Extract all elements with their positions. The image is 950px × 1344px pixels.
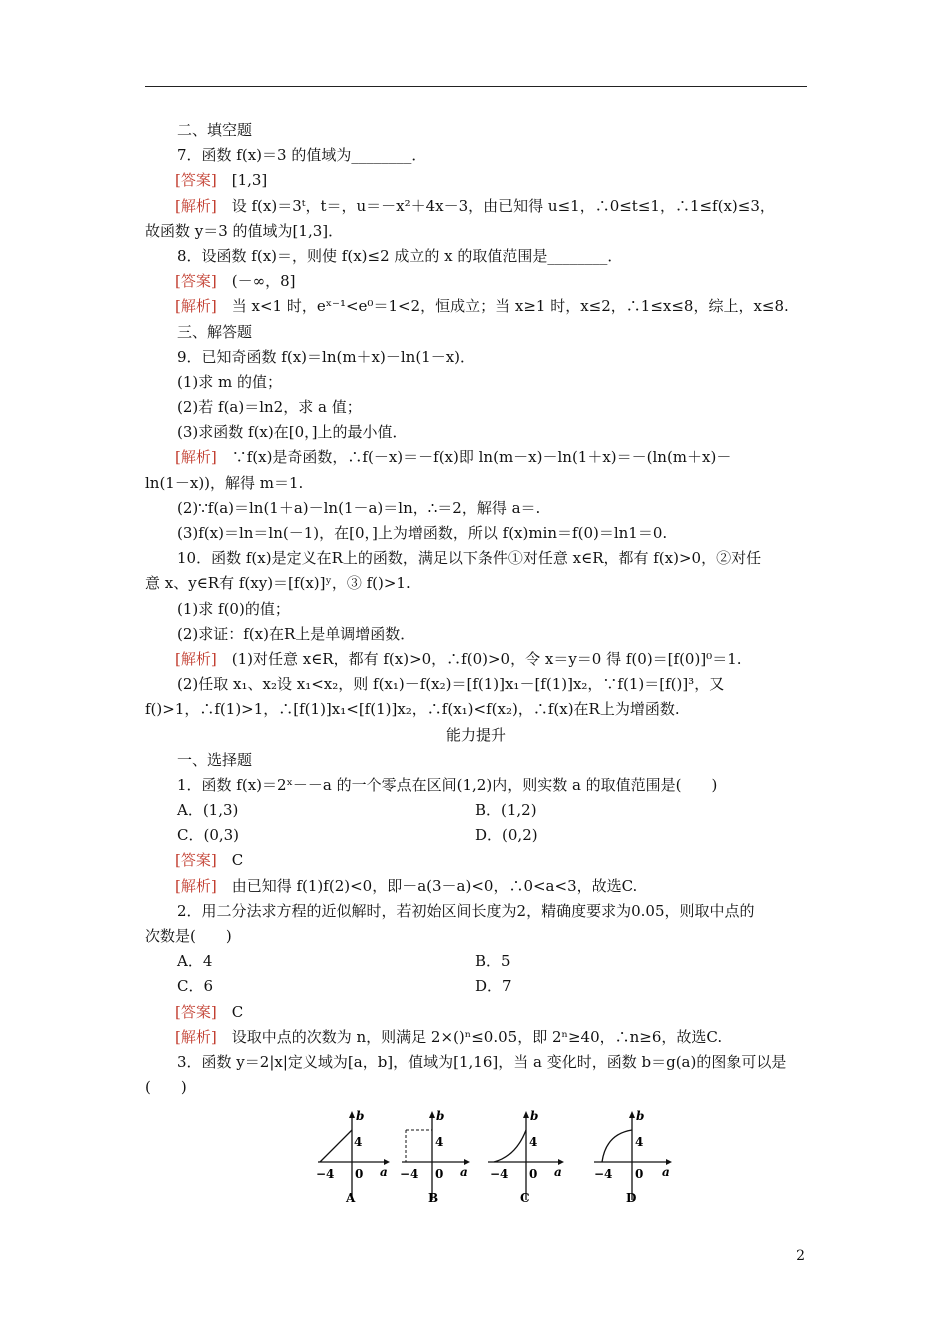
answer-graphs — [310, 1108, 682, 1208]
line-text: (1)求 m 的值； — [177, 372, 283, 391]
text-line — [145, 269, 807, 294]
text-line — [145, 571, 807, 596]
line-text: 故函数 y＝3 的值域为[1,3]． — [145, 221, 344, 240]
text-line — [145, 143, 807, 168]
text-line — [145, 1075, 807, 1100]
text-line — [145, 118, 807, 143]
graph-d-label: D — [626, 1191, 637, 1205]
document-body — [145, 118, 807, 1100]
line-text: 2．用二分法求方程的近似解时，若初始区间长度为2，精确度要求为0.05，则取中点的 — [177, 901, 755, 920]
text-line — [145, 445, 807, 470]
graph-c-four: 4 — [529, 1135, 538, 1149]
text-line — [145, 899, 807, 924]
graph-a-b: b — [356, 1109, 365, 1123]
text-line — [145, 647, 807, 672]
line-text: 二、填空题 — [177, 121, 253, 139]
line-text: ( ) — [145, 1078, 187, 1097]
answer-tag: [解析] — [175, 448, 217, 467]
line-text: 设取中点的次数为 n，则满足 2×()ⁿ≤0.05，即 2ⁿ≥40，∴n≥6，故选C. — [216, 1027, 723, 1046]
line-text: C — [216, 851, 244, 870]
text-line — [145, 194, 807, 219]
line-text: 由已知得 f(1)f(2)<0，即－a(3－a)<0，∴0<a<3，故选C. — [216, 876, 638, 895]
line-text: (2)求证：f(x)在R上是单调增函数． — [177, 624, 416, 643]
graph-d-a: a — [662, 1165, 670, 1179]
text-line — [145, 848, 807, 873]
option-left: C．6 — [177, 977, 214, 996]
text-line — [145, 345, 807, 370]
text-line — [145, 219, 807, 244]
answer-tag: [解析] — [175, 649, 217, 668]
line-text: ∵f(x)是奇函数，∴f(－x)＝－f(x)即 ln(m－x)－ln(1＋x)＝－(ln(m＋x)－ — [216, 448, 732, 467]
text-line — [145, 1025, 807, 1050]
text-line — [145, 370, 807, 395]
line-text: 1．函数 f(x)＝2ˣ－－a 的一个零点在区间(1,2)内，则实数 a 的取值范围是( ) — [177, 775, 718, 794]
text-line — [145, 521, 807, 546]
text-line — [145, 320, 807, 345]
answer-tag: [答案] — [175, 171, 217, 190]
graph-c-label: C — [520, 1191, 530, 1205]
answer-tag: [解析] — [175, 876, 217, 895]
line-text: 意 x、y∈R有 f(xy)＝[f(x)]ʸ，③ f()>1. — [145, 574, 411, 593]
graph-d — [594, 1109, 672, 1205]
text-line — [145, 672, 807, 697]
text-line — [145, 1000, 807, 1025]
option-left: A．4 — [177, 952, 213, 971]
graph-d-zero: 0 — [635, 1167, 644, 1181]
line-text: (3)求函数 f(x)在[0，]上的最小值． — [177, 423, 408, 442]
graph-b-label: B — [428, 1191, 439, 1205]
graph-a-neg4: −4 — [316, 1167, 335, 1181]
answer-tag: [解析] — [175, 1027, 217, 1046]
line-text: 一、选择题 — [177, 750, 253, 769]
line-text: (1)对任意 x∈R，都有 f(x)>0，∴f(0)>0，令 x＝y＝0 得 f(0)＝[f(0)]⁰＝1. — [216, 649, 742, 668]
graph-b-a: a — [460, 1165, 468, 1179]
graph-a-a: a — [380, 1165, 388, 1179]
line-text: C — [216, 1002, 244, 1021]
graph-c-a: a — [554, 1165, 562, 1179]
graph-d-b: b — [636, 1109, 645, 1123]
text-line — [145, 395, 807, 420]
text-line — [145, 1050, 807, 1075]
graph-d-four: 4 — [635, 1135, 644, 1149]
graph-a-zero: 0 — [355, 1167, 364, 1181]
text-line — [145, 597, 807, 622]
answer-tag: [解析] — [175, 196, 217, 215]
line-text: ln(1－x))，解得 m＝1. — [145, 473, 304, 492]
text-line — [145, 823, 807, 848]
page-number: 2 — [796, 1248, 805, 1264]
text-line — [145, 773, 807, 798]
graph-b-zero: 0 — [435, 1167, 444, 1181]
graph-b-four: 4 — [435, 1135, 444, 1149]
line-text: (2)任取 x₁、x₂设 x₁<x₂，则 f(x₁)－f(x₂)＝[f(1)]x₁－[f(1)]x₂，∵f(1)＝[f()]³，又 — [177, 675, 725, 694]
graph-c-zero: 0 — [529, 1167, 538, 1181]
graph-b-neg4: −4 — [400, 1167, 419, 1181]
text-line — [145, 546, 807, 571]
text-line — [145, 168, 807, 193]
text-line — [145, 723, 807, 748]
option-left: C．(0,3) — [177, 826, 240, 845]
line-text: 次数是( ) — [145, 927, 232, 945]
line-text: 当 x<1 时，eˣ⁻¹<e⁰＝1<2，恒成立；当 x≥1 时，x≤2，∴1≤x≤8，综上，x≤8. — [216, 297, 789, 316]
line-text: 7．函数 f(x)＝3 的值域为________． — [177, 146, 427, 165]
header-rule — [145, 86, 807, 87]
line-text: (2)∵f(a)＝ln(1＋a)－ln(1－a)＝ln，∴＝2，解得 a＝. — [177, 498, 541, 517]
line-text: (－∞，8] — [216, 272, 296, 291]
line-text: (3)f(x)＝ln＝ln(－1)，在[0，]上为增函数，所以 f(x)min＝f(0)＝ln1＝0. — [177, 524, 668, 542]
line-text: 3．函数 y＝2|x|定义域为[a，b]，值域为[1,16]，当 a 变化时，函数 b＝g(a)的图象可以是 — [177, 1052, 787, 1071]
text-line — [145, 697, 807, 722]
text-line — [145, 974, 807, 999]
graph-c-b: b — [530, 1109, 539, 1123]
graph-b-b: b — [436, 1109, 445, 1123]
graph-c-neg4: −4 — [490, 1167, 509, 1181]
text-line — [145, 748, 807, 773]
graph-a — [316, 1109, 390, 1205]
text-line — [145, 798, 807, 823]
option-right: B．(1,2) — [475, 801, 537, 820]
text-line — [145, 924, 807, 949]
text-line — [145, 622, 807, 647]
line-text: (2)若 f(a)＝ln2，求 a 值； — [177, 398, 362, 417]
text-line — [145, 420, 807, 445]
graph-d-neg4: −4 — [594, 1167, 613, 1181]
graph-a-label: A — [346, 1191, 356, 1205]
line-text: f()>1，∴f(1)>1，∴[f(1)]x₁<[f(1)]x₂，∴f(x₁)<f(x₂)，∴f(x)在R上为增函数. — [145, 700, 680, 719]
line-text: 三、解答题 — [177, 322, 253, 341]
text-line — [145, 244, 807, 269]
answer-tag: [解析] — [175, 297, 217, 316]
answer-tag: [答案] — [175, 851, 217, 870]
graph-a-four: 4 — [354, 1135, 363, 1149]
option-right: D．(0,2) — [475, 826, 538, 845]
line-text: 9．已知奇函数 f(x)＝ln(m＋x)－ln(1－x)． — [177, 347, 476, 366]
answer-tag: [答案] — [175, 1002, 217, 1021]
option-right: B．5 — [475, 952, 511, 971]
answer-tag: [答案] — [175, 272, 217, 291]
option-left: A．(1,3) — [177, 801, 239, 820]
line-text: 8．设函数 f(x)＝，则使 f(x)≤2 成立的 x 的取值范围是________． — [177, 246, 623, 265]
text-line — [145, 471, 807, 496]
line-text: 设 f(x)＝3ᵗ，t＝，u＝－x²＋4x－3，由已知得 u≤1，∴0≤t≤1，∴1≤f(x)≤3， — [216, 196, 775, 215]
graph-b — [400, 1109, 470, 1205]
text-line — [145, 949, 807, 974]
option-right: D．7 — [475, 977, 512, 996]
line-text: [1,3] — [216, 171, 268, 190]
text-line — [145, 874, 807, 899]
line-text: 10．函数 f(x)是定义在R上的函数，满足以下条件①对任意 x∈R，都有 f(x)>0，②对任 — [177, 549, 762, 568]
graph-c — [488, 1109, 564, 1205]
line-text: 能力提升 — [445, 725, 506, 744]
line-text: (1)求 f(0)的值； — [177, 599, 290, 618]
text-line — [145, 294, 807, 319]
text-line — [145, 496, 807, 521]
